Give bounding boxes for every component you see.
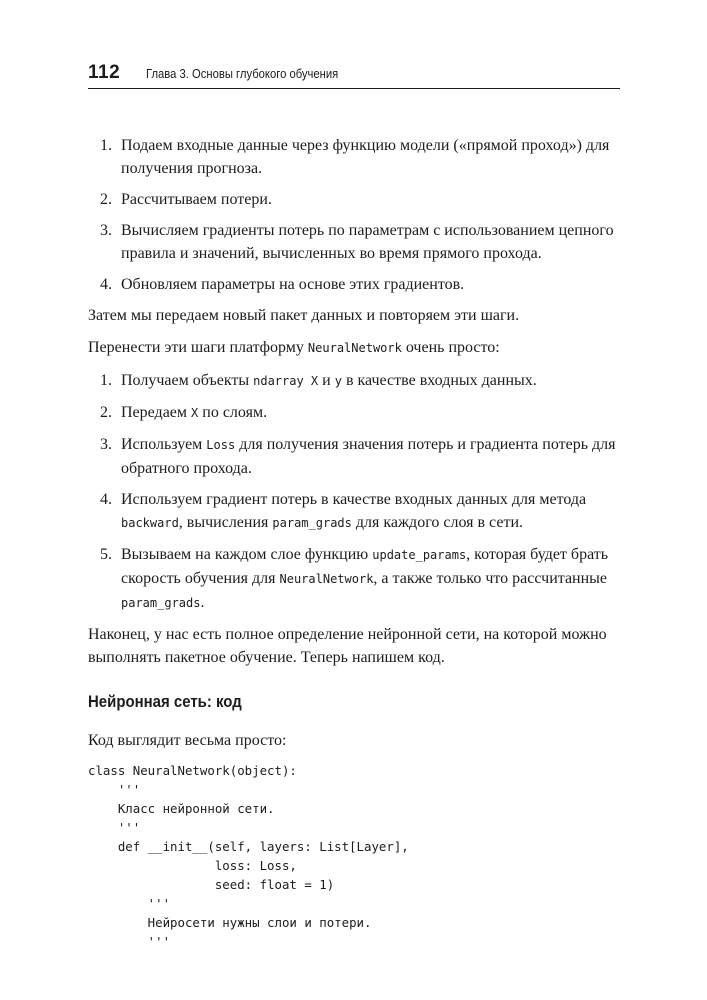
list-item <box>88 134 620 180</box>
inline-code: NeuralNetwork <box>307 341 402 355</box>
list-item-text: Обновляем параметры на основе этих градиентов. <box>121 276 465 293</box>
text-fragment: , а также только что рассчитанные <box>373 570 608 587</box>
section-heading: Нейронная сеть: код <box>88 692 242 711</box>
list-item-number: 4. <box>100 276 112 293</box>
inline-code: Loss <box>206 438 236 452</box>
text-fragment: . <box>200 594 205 611</box>
inline-code: param_grads <box>272 516 352 530</box>
text-fragment: , вычисления <box>178 514 273 531</box>
page-header <box>88 60 620 89</box>
inline-code: NeuralNetwork <box>279 572 374 586</box>
list-item-number: 2. <box>100 404 112 421</box>
list-item-text: Вычисляем градиенты потерь по параметрам с использованием цепного правила и значений, вычисленных во время прямого прохода. <box>121 222 614 262</box>
paragraph-text: очень просто: <box>401 339 500 356</box>
list-item-text <box>121 546 608 611</box>
list-item <box>88 433 620 480</box>
text-fragment: Получаем объекты <box>121 372 254 389</box>
text-fragment: и <box>318 372 335 389</box>
inline-code: y <box>334 374 342 388</box>
inline-code: param_grads <box>121 596 201 610</box>
text-fragment: для получения значения потерь и градиента потерь для обратного прохода. <box>121 436 616 477</box>
section-intro: Код выглядит весьма просто: <box>88 732 287 749</box>
book-page <box>88 0 620 1000</box>
code-block: class NeuralNetwork(object): ''' Класс нейронной сети. ''' def __init__(self, layers: List[Layer], loss: Loss, seed: float = 1) ''' Нейросети нужны слои и потери. ''' <box>88 763 409 949</box>
list-item-number: 1. <box>100 372 112 389</box>
list-item-text: Подаем входные данные через функцию модели («прямой проход») для получения прогноза. <box>121 137 610 177</box>
text-fragment: по слоям. <box>198 404 268 421</box>
page-content <box>88 134 620 951</box>
inline-code: ndarray X <box>253 374 319 388</box>
list-item-text <box>121 491 586 531</box>
paragraph <box>88 336 620 360</box>
page-number: 112 <box>88 62 121 83</box>
list-item-number: 3. <box>100 222 112 239</box>
list-item-text <box>121 372 537 389</box>
list-item <box>88 543 620 615</box>
list-item <box>88 488 620 535</box>
training-steps-list <box>88 134 620 296</box>
list-item-number: 4. <box>100 491 112 508</box>
list-item-number: 1. <box>100 137 112 154</box>
list-item-text <box>121 436 615 477</box>
inline-code: backward <box>121 516 179 530</box>
list-item <box>88 188 620 211</box>
framework-steps-list <box>88 369 620 615</box>
text-fragment: Передаем <box>121 404 192 421</box>
inline-code: update_params <box>372 548 467 562</box>
paragraph: Наконец, у нас есть полное определение нейронной сети, на которой можно выполнять пакетное обучение. Теперь напишем код. <box>88 626 607 666</box>
text-fragment: , которая будет брать скорость обучения для <box>121 546 609 587</box>
list-item <box>88 219 620 265</box>
text-fragment: Используем <box>121 436 207 453</box>
paragraph-text: Перенести эти шаги платформу <box>88 339 308 356</box>
list-item-number: 2. <box>100 191 112 208</box>
text-fragment: для каждого слоя в сети. <box>351 514 523 531</box>
running-title: Глава 3. Основы глубокого обучения <box>146 67 339 81</box>
list-item <box>88 401 620 425</box>
text-fragment: Вызываем на каждом слое функцию <box>121 546 373 563</box>
inline-code: X <box>191 406 199 420</box>
list-item-text <box>121 404 267 421</box>
list-item-number: 5. <box>100 546 112 563</box>
list-item <box>88 369 620 393</box>
text-fragment: в качестве входных данных. <box>341 372 537 389</box>
paragraph: Затем мы передаем новый пакет данных и повторяем эти шаги. <box>88 307 520 324</box>
list-item-number: 3. <box>100 436 112 453</box>
list-item <box>88 273 620 296</box>
text-fragment: Используем градиент потерь в качестве входных данных для метода <box>121 491 587 508</box>
list-item-text: Рассчитываем потери. <box>121 191 272 208</box>
